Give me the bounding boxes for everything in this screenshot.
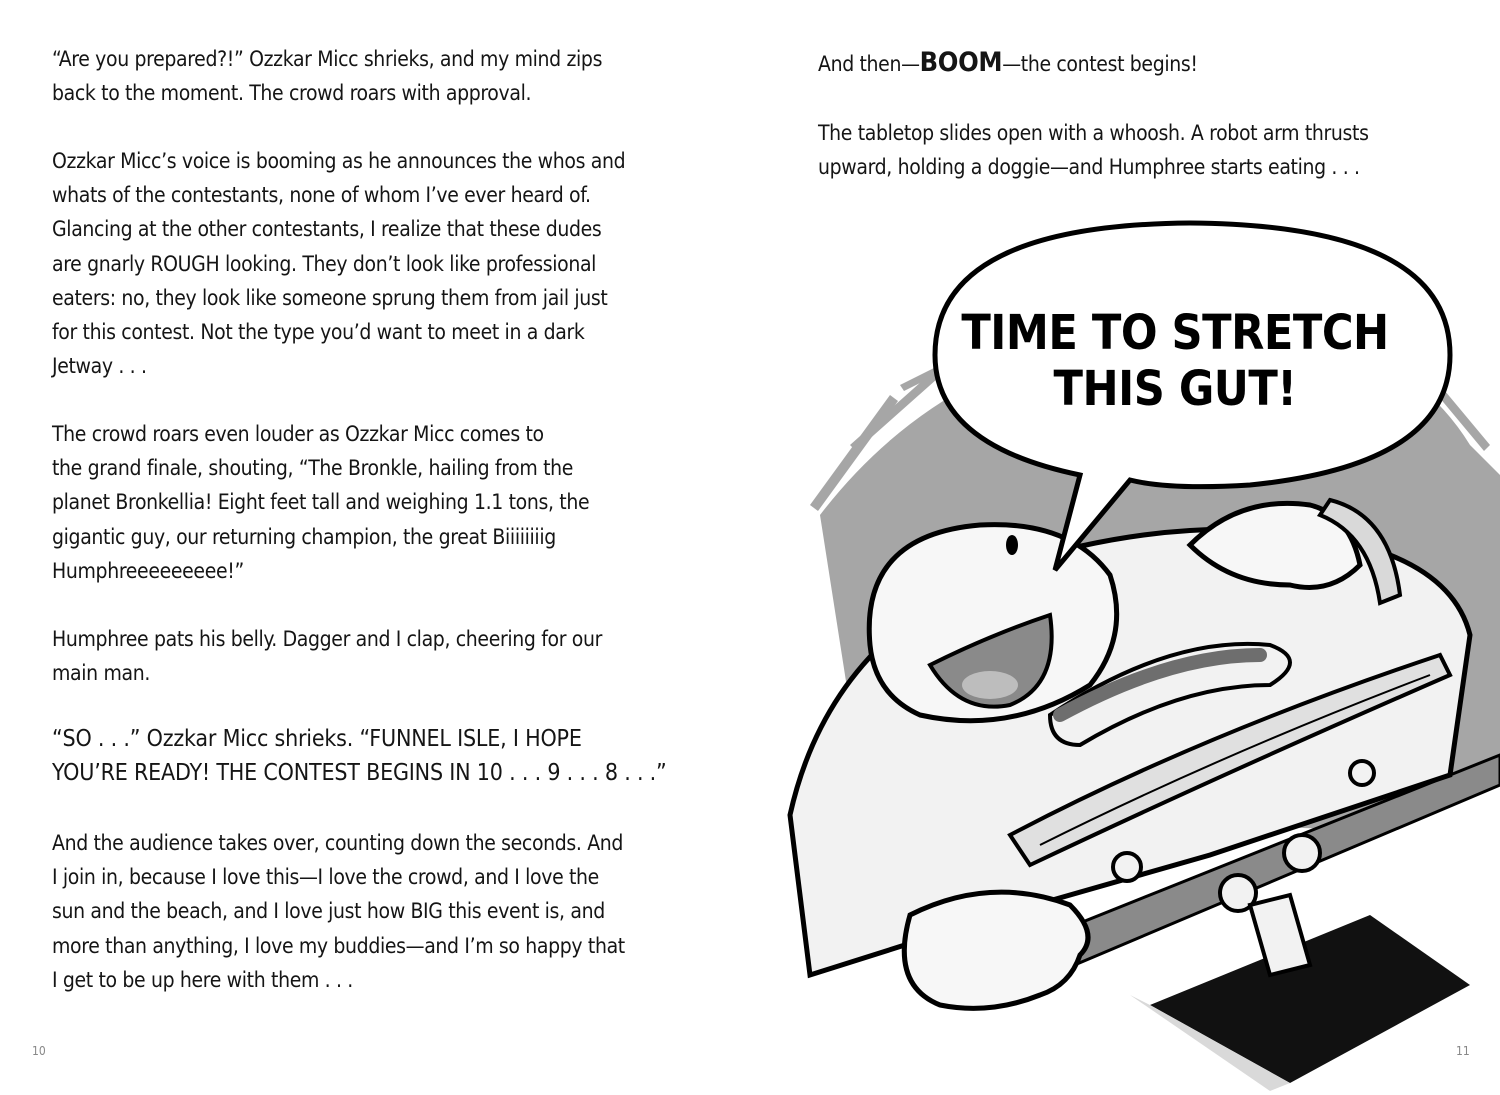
text-line: planet Bronkellia! Eight feet tall and weighing 1.1 tons, the [52,490,590,515]
paragraph-5 [52,722,692,790]
text-segment: —the contest begins! [1002,52,1198,76]
paragraph-6 [52,826,692,997]
text-line: gigantic guy, our returning champion, the great Biiiiiiiig [52,524,556,549]
paragraph-1 [818,46,1478,81]
text-line: Humphreeeeeeeee!” [52,558,244,583]
text-line: The crowd roars even louder as Ozzkar Micc comes to [52,422,544,446]
paragraph-1 [52,42,692,110]
text-segment: And then— [818,52,920,76]
text-line: YOU’RE READY! THE CONTEST BEGINS IN 10 . . . 9 . . . 8 . . .” [52,760,667,787]
speech-line-1: TIME TO STRETCH [961,305,1389,361]
text-line: Humphree pats his belly. Dagger and I clap, cheering for our [52,627,603,651]
text-line: the grand finale, shouting, “The Bronkle, hailing from the [52,456,574,481]
text-line: eaters: no, they look like someone sprung them from jail just [52,285,608,310]
emphasis-boom: BOOM [919,47,1003,78]
text-line: sun and the beach, and I love just how BIG this event is, and [52,899,605,924]
right-page [750,0,1500,1091]
text-line: Glancing at the other contestants, I realize that these dudes [52,217,602,242]
paragraph-2 [52,144,692,383]
text-line: “Are you prepared?!” Ozzkar Micc shrieks, and my mind zips [52,47,603,71]
illustration [750,215,1500,1091]
speech-line-2: THIS GUT! [1053,361,1297,417]
text-line: whats of the contestants, none of whom I’ve ever heard of. [52,183,591,208]
text-line: more than anything, I love my buddies—and I’m so happy that [52,933,625,958]
text-line: Jetway . . . [52,354,147,379]
paragraph-3 [52,417,692,588]
text-line: “SO . . .” Ozzkar Micc shrieks. “FUNNEL ISLE, I HOPE [52,726,582,752]
speech-bubble-text [940,305,1410,417]
text-line: Ozzkar Micc’s voice is booming as he announces the whos and [52,149,626,173]
text-line: are gnarly ROUGH looking. They don’t look like professional [52,251,597,276]
table-hatch [1150,915,1470,1083]
page-number: 10 [32,1044,46,1058]
paragraph-4 [52,622,692,690]
page-number: 11 [1456,1044,1470,1058]
text-line: I join in, because I love this—I love the crowd, and I love the [52,865,599,890]
left-page [0,0,750,1091]
paragraph-2 [818,116,1478,184]
text-line: And the audience takes over, counting down the seconds. And [52,831,624,855]
text-line: main man. [52,661,151,686]
text-line: for this contest. Not the type you’d want to meet in a dark [52,320,585,345]
text-line: I get to be up here with them . . . [52,967,353,992]
text-line: The tabletop slides open with a whoosh. A robot arm thrusts [818,121,1369,145]
text-line: upward, holding a doggie—and Humphree starts eating . . . [818,155,1360,180]
text-line [818,46,1478,81]
text-line: back to the moment. The crowd roars with approval. [52,81,532,106]
